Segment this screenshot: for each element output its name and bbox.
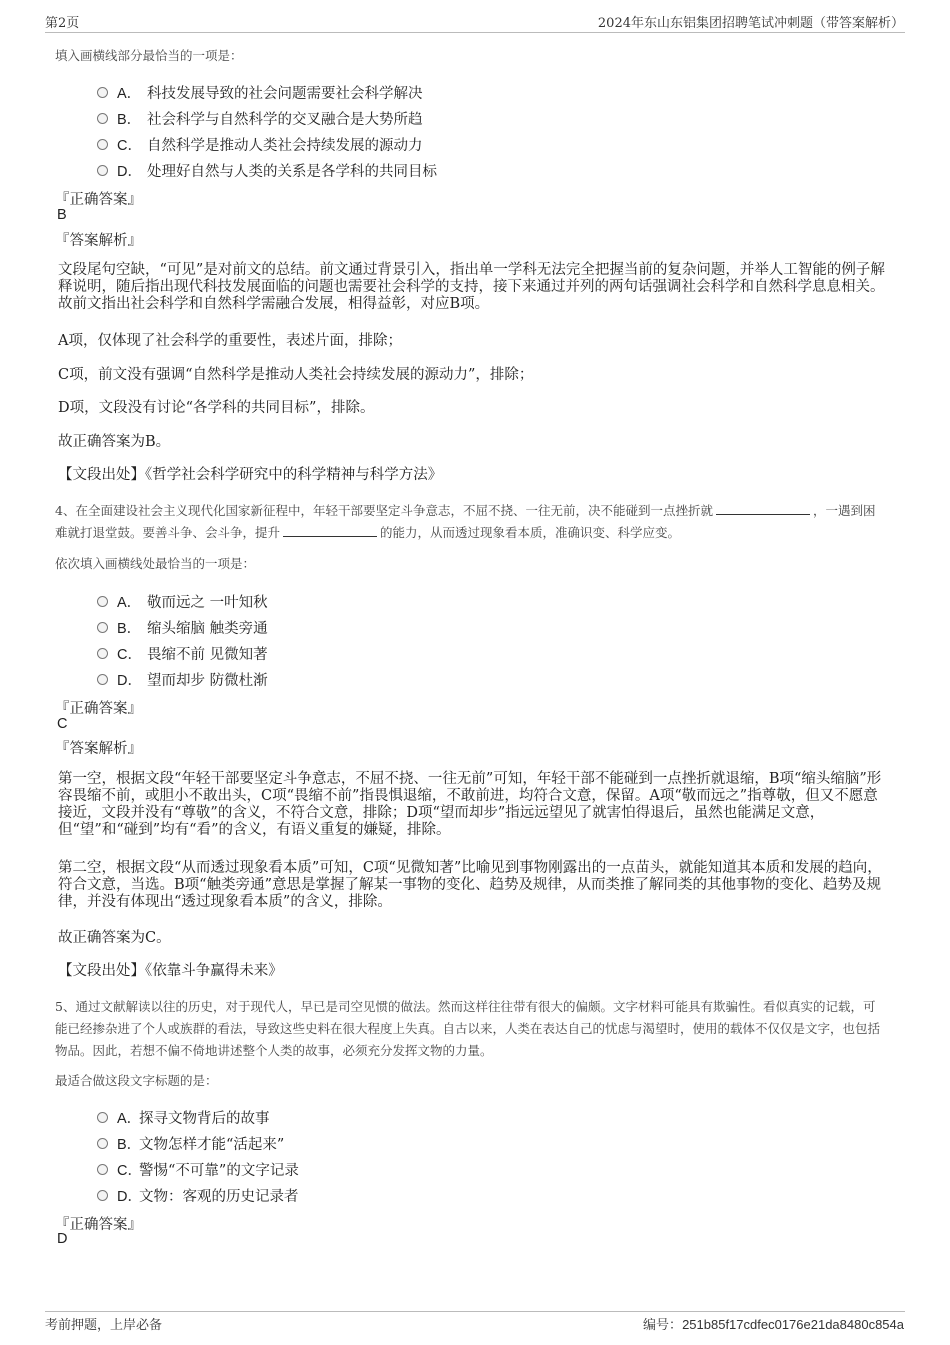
radio-icon[interactable] [97,1112,108,1123]
q3-source: 【文段出处】《哲学社会科学研究中的科学精神与科学方法》 [58,467,443,483]
q3-analysis-paragraph: 文段尾句空缺，“可见”是对前文的总结。前文通过背景引入，指出单一学科无法完全把握当前的复杂问题，并举人工智能的例子解释说明，随后指出现代科技发展面临的问题也需要社会科学的支持，接下来通过并列的两句话强调社会科学和自然科学息息相关。故前文指出社会科学和自然科学需融合发展，相得益彰，对应B项。 [58,262,885,312]
radio-icon[interactable] [97,648,108,659]
q4-analysis-first-blank: 第一空，根据文段“年轻干部要坚定斗争意志，不屈不挠、一往无前”可知，年轻干部不能碰到一点挫折就退缩，B项“缩头缩脑”形容畏缩不前，或胆小不敢出头，C项“畏缩不前”指畏惧退缩，不敢前进，均符合文意，保留。A项“敬而远之”指尊敬，但又不愿意接近，文段并没有“尊敬”的含义，不符合文意，排除；D项“望而却步”指远远望见了就害怕得退后，虽然也能满足文意，但“望”和“碰到”均有“看”的含义，有语义重复的嫌疑，排除。 [58,771,882,838]
q4-stem: 4、在全面建设社会主义现代化国家新征程中，年轻干部要坚定斗争意志，不屈不挠、一往无前，决不能碰到一点挫折就 ，一遇到困难就打退堂鼓。要善斗争、会斗争，提升 的能力，从而透过现象看本质，准确识变、科学应变。 [55,503,876,540]
radio-icon[interactable] [97,1164,108,1175]
radio-icon[interactable] [97,622,108,633]
radio-icon[interactable] [97,139,108,150]
q4-source: 【文段出处】《依靠斗争赢得未来》 [58,963,283,979]
document-title: 2024年东山东铝集团招聘笔试冲刺题（带答案解析） [597,16,904,31]
q4-conclusion: 故正确答案为C。 [58,930,171,946]
radio-icon[interactable] [97,1138,108,1149]
q3-prompt: 填入画横线部分最恰当的一项是： [55,48,243,63]
footer-serial: 编号：251b85f17cdfec0176e21da8480c854a [643,1317,904,1333]
page-number: 第2页 [45,16,80,31]
q3-analysis-option-d: D项，文段没有讨论“各学科的共同目标”，排除。 [58,400,375,416]
radio-icon[interactable] [97,87,108,98]
q4-analysis-label: 『答案解析』 [55,741,142,757]
q5-prompt: 最适合做这段文字标题的是： [55,1073,218,1088]
q5-stem: 5、通过文献解读以往的历史，对于现代人，早已是司空见惯的做法。然而这样往往带有很大的偏颇。文字材料可能具有欺骗性。看似真实的记载，可能已经掺杂进了个人或族群的看法，导致这些史料在很大程度上失真。自古以来，人类在表达自己的忧虑与渴望时，使用的载体不仅仅是文字，也包括物品。因此，若想不偏不倚地讲述整个人类的故事，必须充分发挥文物的力量。 [55,999,881,1058]
radio-icon[interactable] [97,1190,108,1201]
q3-analysis-option-a: A项，仅体现了社会科学的重要性，表述片面，排除； [58,333,402,349]
q3-conclusion: 故正确答案为B。 [58,434,171,450]
fill-blank-1[interactable] [716,504,810,515]
radio-icon[interactable] [97,596,108,607]
q5-answer-label: 『正确答案』 [55,1217,142,1233]
q3-answer-label: 『正确答案』 [55,192,142,208]
fill-blank-2[interactable] [283,526,377,537]
q3-analysis-label: 『答案解析』 [55,233,142,249]
radio-icon[interactable] [97,113,108,124]
q3-answer: B [57,207,67,223]
radio-icon[interactable] [97,165,108,176]
q5-answer: D [57,1231,68,1247]
q4-answer: C [57,716,68,732]
q4-answer-label: 『正确答案』 [55,701,142,717]
q3-analysis-option-c: C项，前文没有强调“自然科学是推动人类社会持续发展的源动力”，排除； [58,367,534,383]
footer-divider [45,1311,905,1312]
footer-slogan: 考前押题，上岸必备 [45,1318,163,1333]
radio-icon[interactable] [97,674,108,685]
q4-prompt: 依次填入画横线处最恰当的一项是： [55,556,256,571]
q4-analysis-second-blank: 第二空，根据文段“从而透过现象看本质”可知，C项“见微知著”比喻见到事物刚露出的一点苗头，就能知道其本质和发展的趋向，符合文意，当选。B项“触类旁通”意思是掌握了解某一事物的变化、趋势及规律，从而类推了解同类的其他事物的变化、趋势及规律，并没有体现出“透过现象看本质”的含义，排除。 [58,860,882,910]
header-divider [45,32,905,33]
